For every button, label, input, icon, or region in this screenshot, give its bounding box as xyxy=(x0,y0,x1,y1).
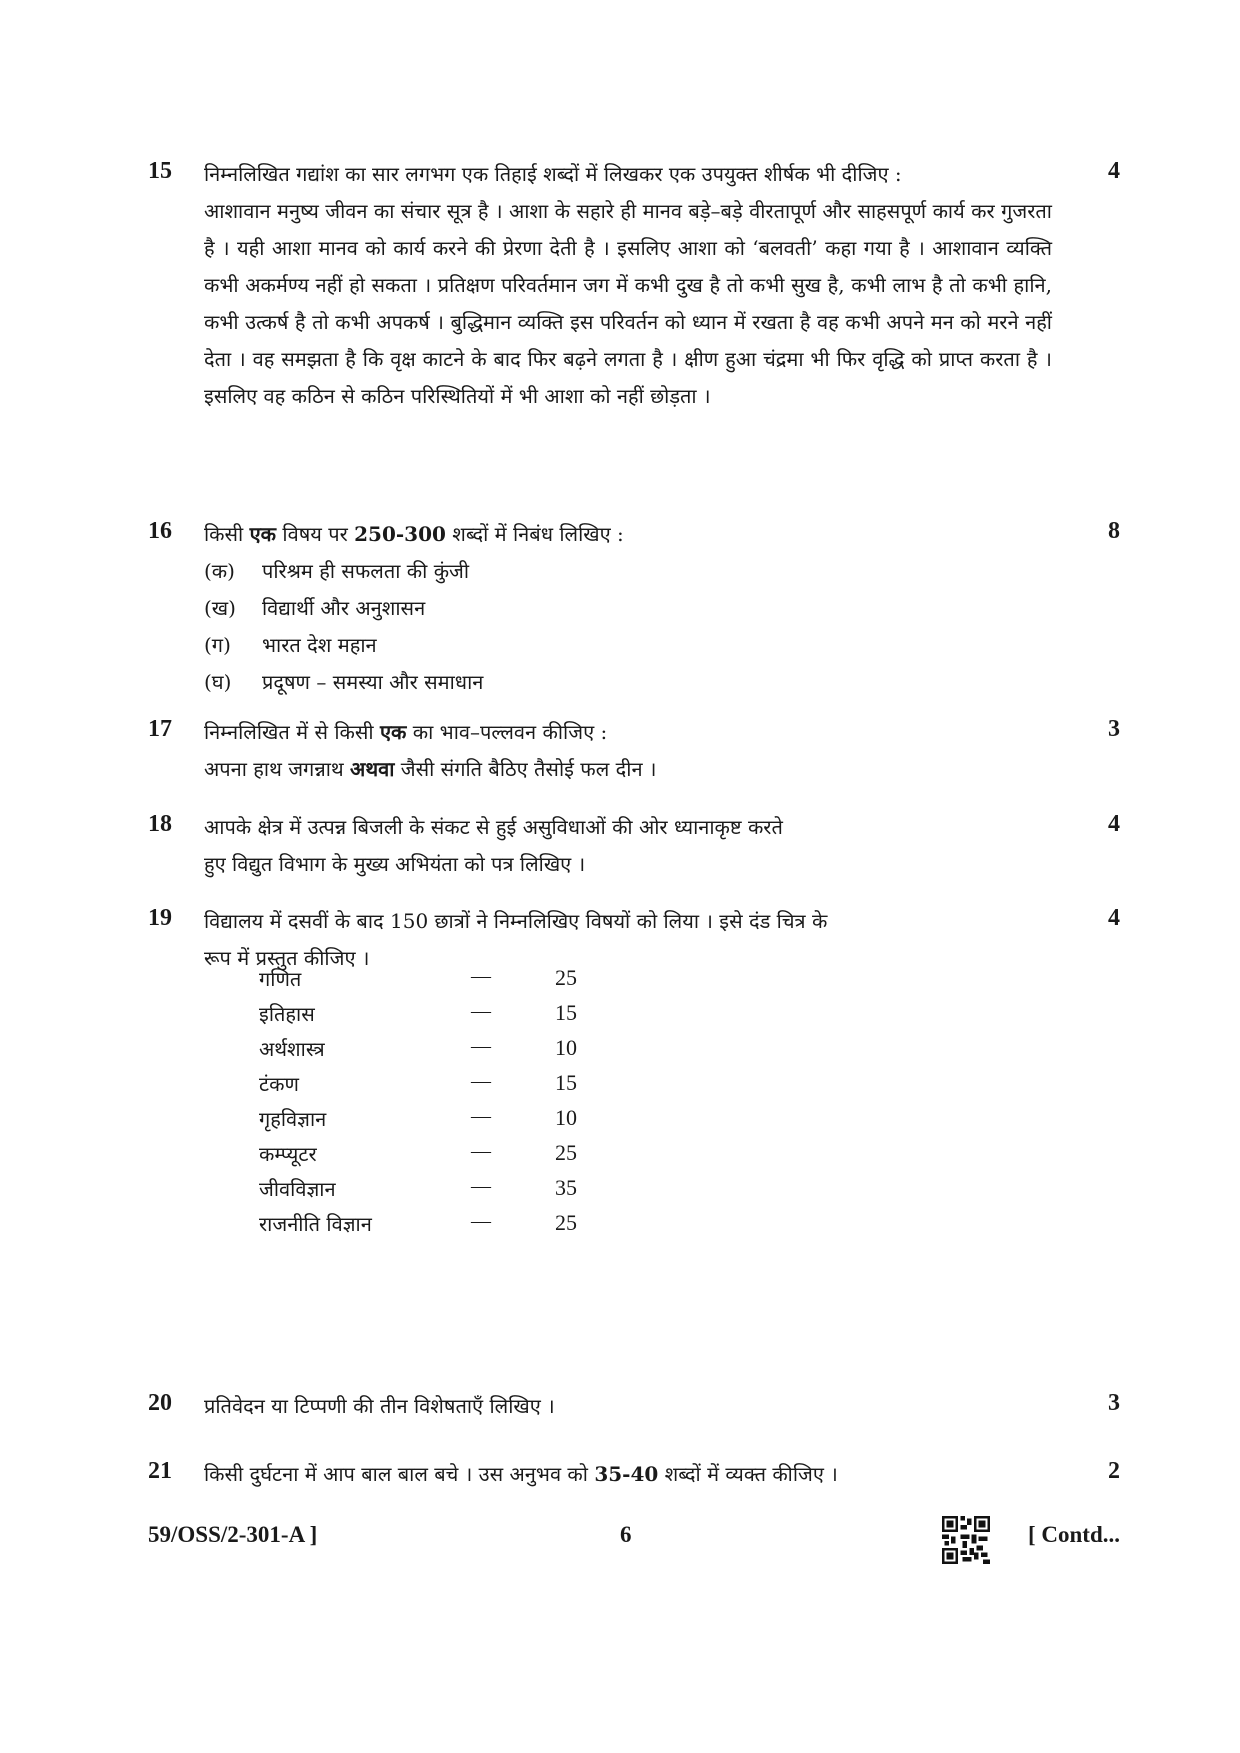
question-marks: 3 xyxy=(1108,716,1120,742)
question-marks: 4 xyxy=(1108,811,1120,837)
essay-option: (ख) विद्यार्थी और अनुशासन xyxy=(204,596,426,620)
question-18-body: आपके क्षेत्र में उत्पन्न बिजली के संकट से हुई असुविधाओं की ओर ध्यानाकृष्ट करते हुए विद्युत विभाग के मुख्य अभियंता को पत्र लिखिए । xyxy=(204,815,783,876)
question-15-body xyxy=(204,156,1052,415)
essay-option: (क) परिश्रम ही सफलता की कुंजी xyxy=(204,559,470,583)
essay-option: (घ) प्रदूषण – समस्या और समाधान xyxy=(204,670,484,694)
question-16-text: किसी एक विषय पर 250-300 शब्दों में निबंध लिखिए : xyxy=(204,522,624,546)
question-number: 18 xyxy=(148,811,172,837)
question-20-body: प्रतिवेदन या टिप्पणी की तीन विशेषताएँ लिखिए । xyxy=(204,1394,555,1418)
question-16-body xyxy=(204,516,1052,701)
question-marks: 4 xyxy=(1108,158,1120,184)
question-marks: 4 xyxy=(1108,905,1120,931)
question-number: 15 xyxy=(148,158,172,184)
question-number: 16 xyxy=(148,518,172,544)
essay-option: (ग) भारत देश महान xyxy=(204,633,377,657)
page-footer xyxy=(148,1522,1120,1562)
question-15-passage: आशावान मनुष्य जीवन का संचार सूत्र है । आशा के सहारे ही मानव बड़े–बड़े वीरतापूर्ण और साहसपूर्ण कार्य कर गुजरता है । यही आशा मानव को कार्य करने की प्रेरणा देती है । इसलिए आशा को ‘बलवती’ कहा गया है । आशावान व्यक्ति कभी अकर्मण्य नहीं हो सकता । प्रतिक्षण परिवर्तमान जग में कभी दुख है तो कभी सुख है, कभी लाभ है तो कभी हानि, कभी उत्कर्ष है तो कभी अपकर्ष । बुद्धिमान व्यक्ति इस परिवर्तन को ध्यान में रखता है वह कभी अपने मन को मरने नहीं देता । वह समझता है कि वृक्ष काटने के बाद फिर बढ़ने लगता है । क्षीण हुआ चंद्रमा भी फिर वृद्धि को प्राप्त करता है । इसलिए वह कठिन से कठिन परिस्थितियों में भी आशा को नहीं छोड़ता । xyxy=(204,199,1052,408)
paper-code: 59/OSS/2-301-A ] xyxy=(148,1522,318,1547)
question-number: 21 xyxy=(148,1458,172,1484)
question-marks: 2 xyxy=(1108,1458,1120,1484)
qr-code-icon xyxy=(942,1516,990,1564)
question-marks: 8 xyxy=(1108,518,1120,544)
question-number: 17 xyxy=(148,716,172,742)
emphasis: एक xyxy=(249,522,277,546)
question-15-instruction: निम्नलिखित गद्यांश का सार लगभग एक तिहाई शब्दों में लिखकर एक उपयुक्त शीर्षक भी दीजिए : xyxy=(204,162,902,186)
exam-page: 15 निम्नलिखित गद्यांश का सार लगभग एक तिहाई शब्दों में लिखकर एक उपयुक्त शीर्षक भी दीजिए : आशावान मनुष्य जीवन का संचार सूत्र है । आशा के सहारे ही मानव बड़े–बड़े वीरतापूर्ण और साहसपूर्ण कार्य कर गुजरता है । यही आशा मानव को कार्य करने की प्रेरणा देती है । इसलिए आशा को ‘बलवती’ कहा गया है । आशावान व्यक्ति कभी अकर्मण्य नहीं हो सकता । प्रतिक्षण परिवर्तमान जग में कभी दुख है तो कभी सुख है, कभी लाभ है तो कभी हानि, कभी उत्कर्ष है तो कभी अपकर्ष । बुद्धिमान व्यक्ति इस परिवर्तन को ध्यान में रखता है वह कभी अपने मन को मरने नहीं देता । वह समझता है कि वृक्ष काटने के बाद फिर बढ़ने लगता है । क्षीण हुआ चंद्रमा भी फिर वृद्धि को प्राप्त करता है । इसलिए वह कठिन से कठिन परिस्थितियों में भी आशा को नहीं छोड़ता । 4 16 किसी एक विषय पर 250-300 शब्दों में निबंध लिखिए : (क) परिश्रम ही सफलता की कुंजी (ख) विद्यार्थी और अनुशासन (ग) भारत देश महान (घ) प्रदूषण – समस्या और समाधान 8 17 निम्नलिखित में से किसी एक का भाव–पल्लवन कीजिए : अपना हाथ जगन्नाथ अथवा जैसी संगति बैठिए तैसोई फल दीन । 3 18 आपके क्षेत्र में उत्पन्न बिजली के संकट से हुई असुविधाओं की ओर ध्यानाकृष्ट करते हुए विद्युत विभाग के मुख्य अभियंता को पत्र लिखिए । 4 19 विद्यालय में दसवीं के बाद 150 छात्रों ने निम्नलिखिए विषयों को लिया । इसे दंड चित्र के रूप में प्रस्तुत कीजिए । 4 गणित — 25 इतिहास — 15 अर्थशास्त्र — 10 टंकण — 15 गृहविज्ञान — 10 कम्प्यूटर — 25 जीवविज्ञान — 35 राजनीति विज्ञान — 25 20 प्रतिवेदन या टिप्पणी की तीन विशेषताएँ लिखिए । 3 21 किसी दुर्घटना में आप बाल बाल बचे । उस अनुभव को 35-40 शब्दों में व्यक्त कीजिए । 2 59/OSS/2-301-A ] 6 [ Contd... xyxy=(0,0,1240,1753)
question-17-body: निम्नलिखित में से किसी एक का भाव–पल्लवन कीजिए : अपना हाथ जगन्नाथ अथवा जैसी संगति बैठिए तैसोई फल दीन । xyxy=(204,720,657,781)
question-19-body: विद्यालय में दसवीं के बाद 150 छात्रों ने निम्नलिखिए विषयों को लिया । इसे दंड चित्र के रूप में प्रस्तुत कीजिए । xyxy=(204,909,828,970)
continued-label: [ Contd... xyxy=(1027,1522,1120,1547)
question-number: 20 xyxy=(148,1390,172,1416)
word-range: 250-300 xyxy=(354,522,446,546)
question-marks: 3 xyxy=(1108,1390,1120,1416)
question-number: 19 xyxy=(148,905,172,931)
page-number: 6 xyxy=(620,1522,632,1547)
question-21-body: किसी दुर्घटना में आप बाल बाल बचे । उस अनुभव को 35-40 शब्दों में व्यक्त कीजिए । xyxy=(204,1462,838,1486)
